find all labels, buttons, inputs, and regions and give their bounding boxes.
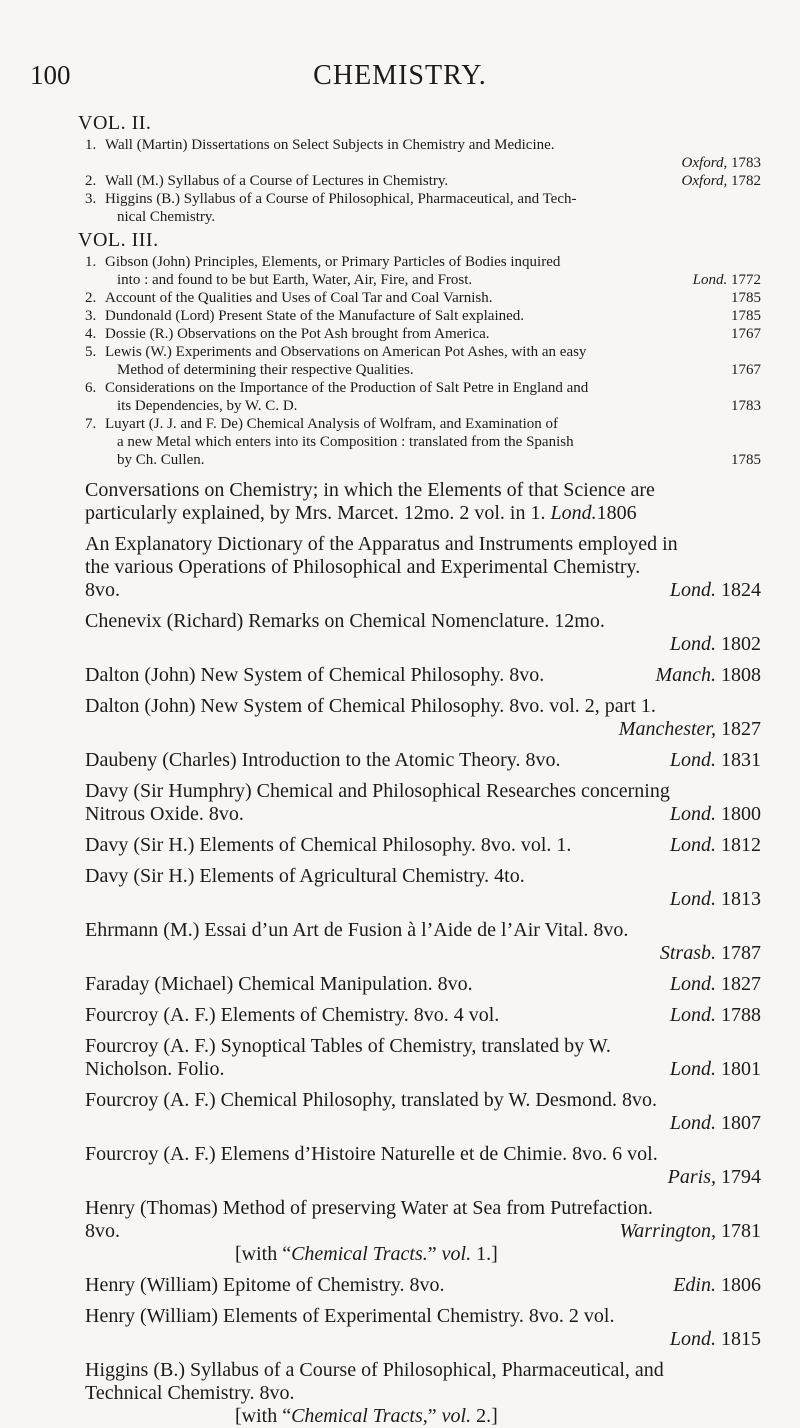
list-item: 2. Account of the Qualities and Uses of Coal Tar and Coal Varnish. 1785 [85, 290, 761, 306]
bibliography-entry: Higgins (B.) Syllabus of a Course of Philosophical, Pharmaceutical, and Technical Chemistry. 8vo. [with “Chemical Tracts,” vol. 2.] [85, 1359, 664, 1427]
bibliography-entry: Fourcroy (A. F.) Elements of Chemistry. 8vo. 4 vol. Lond. 1788 [85, 1004, 761, 1026]
bibliography-entry: An Explanatory Dictionary of the Apparatus and Instruments employed in the various Operations of Philosophical and Experimental Chemistry. 8vo. Lond. 1824 [85, 533, 761, 601]
bibliography-entry: Davy (Sir Humphry) Chemical and Philosophical Researches concerning Nitrous Oxide. 8vo. Lond. 1800 [85, 780, 761, 825]
page-body [78, 112, 761, 1428]
bibliography-entry: Davy (Sir H.) Elements of Agricultural Chemistry. 4to. Lond. 1813 [85, 865, 761, 910]
bibliography-entry: Conversations on Chemistry; in which the Elements of that Science are particularly explained, by Mrs. Marcet. 12mo. 2 vol. in 1. Lond.1806 [85, 479, 655, 524]
bibliography-entry: Dalton (John) New System of Chemical Philosophy. 8vo. vol. 2, part 1. Manchester, 1827 [85, 695, 761, 740]
bibliography-entry: Fourcroy (A. F.) Elemens d’Histoire Naturelle et de Chimie. 8vo. 6 vol. Paris, 1794 [85, 1143, 761, 1188]
bibliography-entry: Fourcroy (A. F.) Synoptical Tables of Chemistry, translated by W. Nicholson. Folio. Lond. 1801 [85, 1035, 761, 1080]
list-item: 7. Luyart (J. J. and F. De) Chemical Analysis of Wolfram, and Examination of a new Metal which enters into its Composition : translated from the Spanish by Ch. Cullen. 1785 [85, 416, 761, 468]
bibliography-entry: Ehrmann (M.) Essai d’un Art de Fusion à l’Aide de l’Air Vital. 8vo. Strasb. 1787 [85, 919, 761, 964]
running-title: CHEMISTRY. [313, 60, 487, 91]
bibliography-entry: Faraday (Michael) Chemical Manipulation. 8vo. Lond. 1827 [85, 973, 761, 995]
bibliography-entry: Henry (William) Elements of Experimental Chemistry. 8vo. 2 vol. Lond. 1815 [85, 1305, 761, 1350]
list-item: 4. Dossie (R.) Observations on the Pot Ash brought from America. 1767 [85, 326, 761, 342]
list-item: 5. Lewis (W.) Experiments and Observations on American Pot Ashes, with an easy Method of determining their respective Qualities. 1767 [85, 344, 761, 378]
bibliography-entry: Daubeny (Charles) Introduction to the Atomic Theory. 8vo. Lond. 1831 [85, 749, 761, 771]
list-item: 3. Higgins (B.) Syllabus of a Course of Philosophical, Pharmaceutical, and Tech- nical Chemistry. [85, 191, 577, 225]
list-item: 3. Dundonald (Lord) Present State of the Manufacture of Salt explained. 1785 [85, 308, 761, 324]
bibliography-entry: Chenevix (Richard) Remarks on Chemical Nomenclature. 12mo. Lond. 1802 [85, 610, 761, 655]
vol-3-heading: VOL. III. [78, 229, 159, 251]
bibliography-entry: Davy (Sir H.) Elements of Chemical Philosophy. 8vo. vol. 1. Lond. 1812 [85, 834, 761, 856]
bibliography-entry: Henry (William) Epitome of Chemistry. 8vo. Edin. 1806 [85, 1274, 761, 1296]
list-item: 1. Gibson (John) Principles, Elements, or Primary Particles of Bodies inquired into : and found to be but Earth, Water, Air, Fire, and Frost. Lond. 1772 [85, 254, 761, 288]
page-number: 100 [30, 60, 71, 90]
bibliography-entry: Henry (Thomas) Method of preserving Water at Sea from Putrefaction. 8vo. Warrington, 1781 [with “Chemical Tracts.” vol. 1.] [85, 1197, 761, 1265]
bibliography-entry: Fourcroy (A. F.) Chemical Philosophy, translated by W. Desmond. 8vo. Lond. 1807 [85, 1089, 761, 1134]
vol-2-heading: VOL. II. [78, 112, 152, 134]
page-header [30, 60, 770, 100]
list-item: 6. Considerations on the Importance of the Production of Salt Petre in England and its Dependencies, by W. C. D. 1783 [85, 380, 761, 414]
list-item: 2. Wall (M.) Syllabus of a Course of Lectures in Chemistry. Oxford, 1782 [85, 173, 761, 189]
list-item: 1. Wall (Martin) Dissertations on Select Subjects in Chemistry and Medicine. Oxford, 1783 [85, 137, 761, 171]
bibliography-entry: Dalton (John) New System of Chemical Philosophy. 8vo. Manch. 1808 [85, 664, 761, 686]
